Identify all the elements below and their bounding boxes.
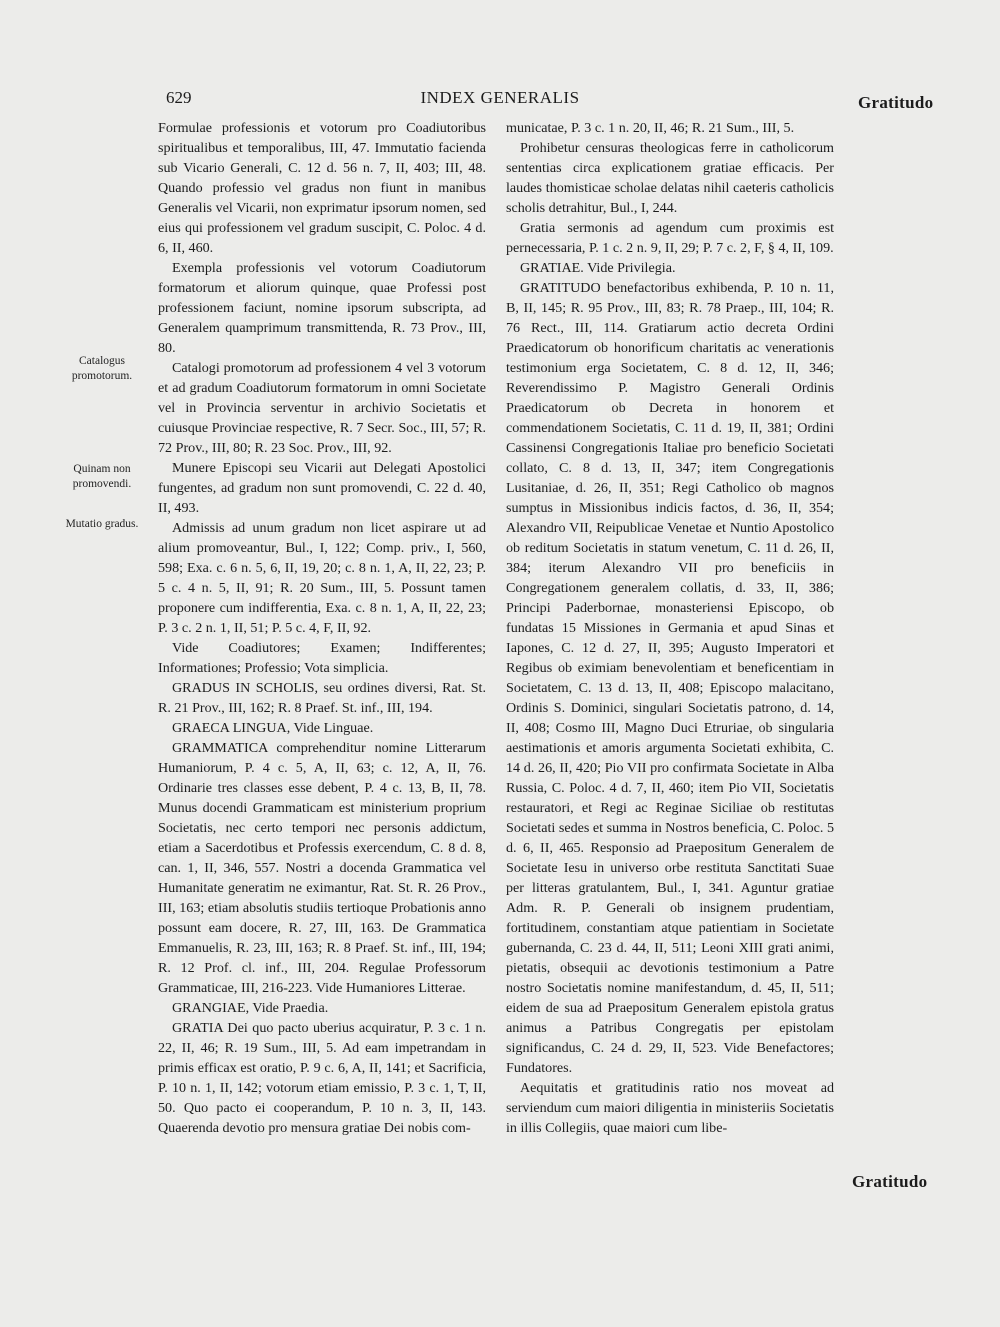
margin-note-catalogus: Catalogus promotorum. <box>71 355 133 382</box>
entry-paragraph: Exempla professionis vel votorum Coadiutorum formatorum et aliorum quinque, quae Professi post professionem faciunt, nomine ipsorum subscripta, ad Generalem quamprimum transmittenda, R. 73 Prov., III, 80. <box>158 260 486 356</box>
entry-gradus-in-scholis: GRADUS IN SCHOLIS, seu ordines diversi, Rat. St. R. 21 Prov., III, 162; R. 8 Praef. St. inf., III, 194. <box>158 680 486 716</box>
entry-paragraph: Aequitatis et gratitudinis ratio nos moveat ad serviendum cum maiori diligentia in ministeriis Societatis in illis Collegiis, quae maiori cum libe- <box>506 1080 834 1136</box>
right-column <box>506 118 834 1138</box>
entry-paragraph: Vide Coadiutores; Examen; Indifferentes; Informationes; Professio; Vota simplicia. <box>158 640 486 676</box>
entry-paragraph: Formulae professionis et votorum pro Coadiutoribus spiritualibus et temporalibus, III, 47. Immutatio facienda sub Vicario Generali, C. 12 d. 56 n. 7, II, 403; III, 48. Quando professio vel gradus non fiunt in manibus Generalis vel Vicarii, non exprimatur ipsorum nomen, sed eius qui professionem vel gradum suscipit, C. Poloc. 4 d. 6, II, 460. <box>158 120 486 256</box>
entry-paragraph: Prohibetur censuras theologicas ferre in catholicorum sententias circa explicationem gratiae efficacis. Per laudes thomisticae scholae delatas nihil caeteris catholicis scholis detrahitur, Bul., I, 244. <box>506 140 834 216</box>
entry-graeca-lingua: GRAECA LINGUA, Vide Linguae. <box>172 720 374 736</box>
entry-paragraph: Gratia sermonis ad agendum cum proximis est pernecessaria, P. 1 c. 2 n. 9, II, 29; P. 7 c. 2, F, § 4, II, 109. <box>506 220 834 256</box>
running-title: INDEX GENERALIS <box>420 88 580 107</box>
header-catchword: Gratitudo <box>858 93 934 112</box>
page-number: 629 <box>166 88 192 107</box>
entry-gratia: GRATIA Dei quo pacto uberius acquiratur, P. 3 c. 1 n. 22, II, 46; R. 19 Sum., III, 5. Ad eam impetrandam in primis efficax est oratio, P. 9 c. 6, A, II, 141; et Sacrificia, P. 10 n. 1, II, 142; votorum etiam emissio, P. 3 c. 1, T, II, 50. Quo pacto ei cooperandum, P. 10 n. 3, II, 143. Quaerenda devotio pro mensura gratiae Dei nobis com- <box>158 1020 486 1136</box>
left-column <box>158 118 486 1138</box>
entry-grammatica: GRAMMATICA comprehenditur nomine Litterarum Humaniorum, P. 4 c. 5, A, II, 63; c. 12, A, II, 76. Ordinarie tres classes esse debent, P. 4 c. 13, B, II, 78. Munus docendi Grammaticam est ministerium proprium Societatis, nec certo tempori nec personis addictum, etiam a Sacerdotibus et Professis exercendum, C. 8 d. 8, can. 1, II, 346, 557. Nostri a docenda Grammatica vel Humanitate generatim ne eximantur, Rat. St. R. 26 Prov., III, 163; etiam absolutis studiis tertioque Probationis anno possunt eam docere, R. 27, III, 163. De Grammatica Emmanuelis, R. 23, III, 163; R. 8 Praef. St. inf., III, 194; R. 12 Prof. cl. inf., III, 204. Regulae Professorum Grammaticae, III, 216-223. Vide Humaniores Litterae. <box>158 740 486 996</box>
footer-catchword: Gratitudo <box>852 1172 928 1191</box>
entry-paragraph: Admissis ad unum gradum non licet aspirare ut ad alium promoveantur, Bul., I, 122; Comp. priv., I, 560, 598; Exa. c. 6 n. 5, 6, II, 19, 20; c. 8 n. 1, A, II, 22, 23; P. 5 c. 4 n. 5, II, 91; R. 20 Sum., III, 5. Possunt tamen proponere cum indifferentia, Exa. c. 8 n. 1, A, II, 22, 23; P. 3 c. 2 n. 1, II, 51; P. 5 c. 4, F, II, 92. <box>158 520 486 636</box>
entry-gratiae: GRATIAE. Vide Privilegia. <box>520 260 676 276</box>
margin-note-mutatio: Mutatio gradus. <box>65 518 139 530</box>
margin-note-quinam: Quinam non promovendi. <box>72 463 132 490</box>
entry-gratitudo: GRATITUDO benefactoribus exhibenda, P. 10 n. 11, B, II, 145; R. 95 Prov., III, 83; R. 78 Praep., III, 104; R. 76 Rect., III, 114. Gratiarum actio decreta Ordini Praedicatorum ob honorificum charitatis ac venerationis testimonium erga Societatem, C. 8 d. 12, II, 346; Reverendissimo P. Magistro Generali Ordinis Praedicatorum ob Decreta in honorem et commendationem Societatis, C. 11 d. 19, II, 381; Ordini Cassinensi Congregationis Italiae pro beneficio Societati collato, C. 8 d. 13, II, 347; item Congregationis Lusitaniae, d. 26, II, 351; Regi Catholico ob magnos sumptus in Missionibus indicis factos, d. 36, II, 354; Alexandro VII, Reipublicae Venetae et Nuntio Apostolico ob reditum Societatis in statum venetum, C. 11 d. 26, II, 384; iterum Alexandro VII pro beneficiis in Congregationem generalem collatis, d. 33, II, 386; Principi Paderbornae, monasteriensi Episcopo, ob fundatas 15 Missiones in Germania et apud Sinas et Iapones, C. 12 d. 27, II, 395; Augusto Imperatori et Regibus ob eximiam benevolentiam et beneficentiam in Societatem, C. 13 d. 13, II, 408; Episcopo malacitano, Ordinis S. Dominici, singulari Societatis patrono, d. 14, II, 408; Cosmo III, Magno Duci Etruriae, ob singularia aestimationis et amoris argumenta Societati exhibita, C. 14 d. 26, II, 420; Pio VII pro confirmata Societate in Alba Russia, C. Poloc. 4 d. 7, II, 460; item Pio VII, Societatis restauratori, et Regi ac Reginae Siciliae ob restitutas Societati sedes et summa in Nostros beneficia, C. Poloc. 5 d. 6, II, 465. Responsio ad Praepositum Generalem de Societate Iesu in universo orbe restituta Sanctitati Suae per litteras gratulantem, Bul., I, 341. Aguntur gratiae Adm. R. P. Generali ob insignem prudentiam, fortitudinem, constantiam atque patientiam in Societate gubernanda, C. 23 d. 44, II, 511; Leoni XIII grati animi, pietatis, obsequii ac devotionis testimonium a Patre nostro Societatis nomine manifestandum, d. 45, II, 511; eidem de sua ad Praepositum Generalem epistola gratus animus a Patribus Congregatis per epistolam significandus, C. 24 d. 29, II, 523. Vide Benefactores; Fundatores. <box>506 280 835 1076</box>
entry-paragraph: Munere Episcopi seu Vicarii aut Delegati Apostolici fungentes, ad gradum non sunt promovendi, C. 22 d. 40, II, 493. <box>158 460 486 516</box>
entry-grangiae: GRANGIAE, Vide Praedia. <box>172 1000 329 1016</box>
entry-paragraph: municatae, P. 3 c. 1 n. 20, II, 46; R. 21 Sum., III, 5. <box>506 120 795 136</box>
entry-paragraph: Catalogi promotorum ad professionem 4 vel 3 votorum et ad gradum Coadiutorum formatorum in omni Societate vel in Provincia serventur in archivio Societatis et cuiusque Provinciae respective, R. 7 Secr. Soc., III, 57; R. 72 Prov., III, 80; R. 23 Soc. Prov., III, 92. <box>158 360 486 456</box>
